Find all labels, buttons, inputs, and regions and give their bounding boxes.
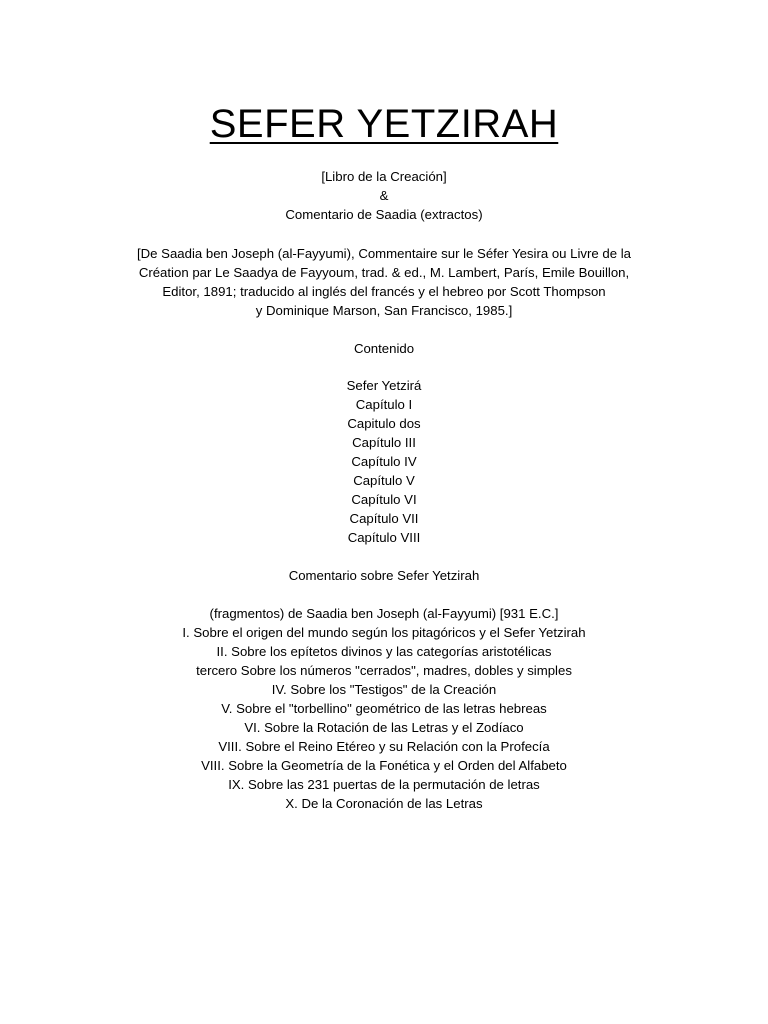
subtitle-line: [Libro de la Creación] — [321, 169, 447, 184]
toc-item: Sefer Yetzirá — [346, 378, 422, 393]
toc-item: Capitulo dos — [347, 416, 421, 431]
citation-line: Création par Le Saadya de Fayyoum, trad. & ed., M. Lambert, París, Emile Bouillon, — [138, 265, 630, 280]
subtitle-line: & — [379, 188, 389, 203]
commentary-item: IX. Sobre las 231 puertas de la permutación de letras — [228, 777, 540, 792]
commentary-item: I. Sobre el origen del mundo según los pitagóricos y el Sefer Yetzirah — [182, 625, 586, 640]
commentary-item: IV. Sobre los "Testigos" de la Creación — [271, 682, 497, 697]
citation-line: Editor, 1891; traducido al inglés del francés y el hebreo por Scott Thompson — [162, 284, 606, 299]
commentary-item: VIII. Sobre el Reino Etéreo y su Relación con la Profecía — [218, 739, 550, 754]
commentary-heading-block — [0, 566, 768, 585]
commentary-item: X. De la Coronación de las Letras — [285, 796, 483, 811]
commentary-item: VI. Sobre la Rotación de las Letras y el Zodíaco — [244, 720, 524, 735]
table-of-contents — [0, 376, 768, 547]
contents-heading: Contenido — [353, 341, 415, 356]
toc-item: Capítulo IV — [351, 454, 417, 469]
citation-block — [0, 244, 768, 320]
commentary-item: tercero Sobre los números "cerrados", madres, dobles y simples — [196, 663, 572, 678]
citation-line: [De Saadia ben Joseph (al-Fayyumi), Commentaire sur le Séfer Yesira ou Livre de la — [136, 246, 632, 261]
toc-item: Capítulo VII — [349, 511, 419, 526]
contents-heading-block — [0, 339, 768, 358]
toc-item: Capítulo III — [352, 435, 416, 450]
toc-item: Capítulo VI — [351, 492, 417, 507]
commentary-item: VIII. Sobre la Geometría de la Fonética y el Orden del Alfabeto — [201, 758, 567, 773]
commentary-item: (fragmentos) de Saadia ben Joseph (al-Fayyumi) [931 E.C.] — [209, 606, 559, 621]
commentary-heading: Comentario sobre Sefer Yetzirah — [288, 568, 480, 583]
subtitle-block — [0, 167, 768, 224]
toc-item: Capítulo VIII — [347, 530, 421, 545]
subtitle-line: Comentario de Saadia (extractos) — [285, 207, 483, 222]
citation-line: y Dominique Marson, San Francisco, 1985.] — [255, 303, 513, 318]
toc-item: Capítulo I — [355, 397, 413, 412]
toc-item: Capítulo V — [353, 473, 415, 488]
commentary-list — [0, 604, 768, 813]
commentary-item: V. Sobre el "torbellino" geométrico de las letras hebreas — [221, 701, 547, 716]
commentary-item: II. Sobre los epítetos divinos y las categorías aristotélicas — [216, 644, 552, 659]
document-title: SEFER YETZIRAH — [209, 102, 559, 146]
